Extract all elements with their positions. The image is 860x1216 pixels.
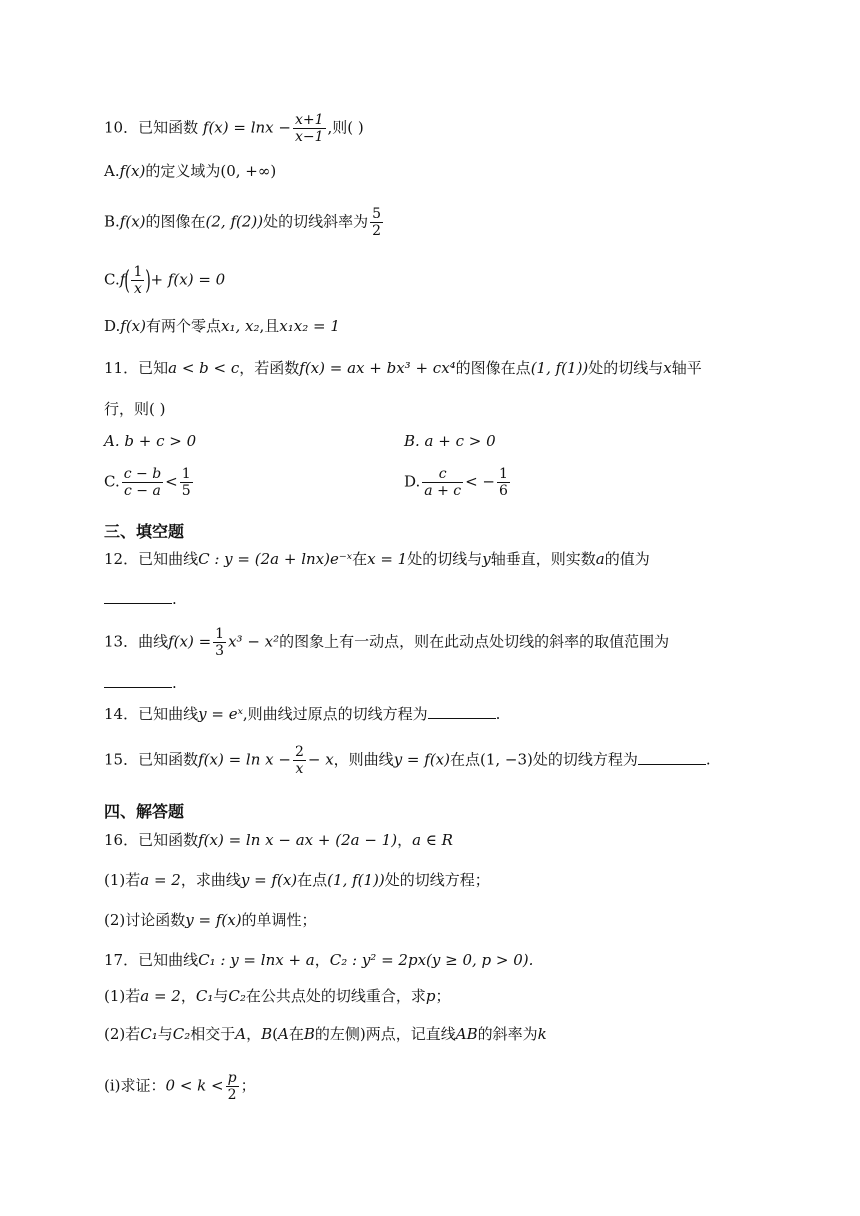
fraction-denominator: c − a	[124, 483, 161, 500]
q13-text: 曲线	[138, 632, 169, 651]
fraction-numerator: 5	[372, 206, 382, 222]
q11-text: 的图像在点	[455, 359, 531, 377]
option-math: x₁, x₂	[221, 317, 260, 335]
fraction-numerator: 1	[215, 626, 225, 642]
q15-math: y = f(x)	[393, 750, 450, 769]
q13-math: x³ − x²	[228, 632, 280, 651]
q10-option-c	[104, 264, 225, 297]
q15-text: ，则曲线	[333, 750, 394, 769]
part-label: (2)讨论函数	[104, 911, 186, 929]
q15-math: f(x) = ln x −	[198, 750, 291, 769]
q11-option-d	[404, 466, 512, 499]
part-text: ，求曲线	[180, 871, 241, 889]
q14-number: 14．	[104, 705, 139, 723]
q16-number: 16．	[104, 831, 139, 849]
q13-answer-line	[104, 676, 177, 691]
part-math: B	[303, 1025, 315, 1043]
part-text: 的斜率为	[477, 1025, 538, 1043]
part-text: 与	[157, 1025, 173, 1043]
part-math: B	[261, 1025, 273, 1043]
part-math: p	[425, 987, 436, 1005]
part-text: 与	[213, 987, 229, 1005]
fraction-numerator: c − b	[123, 466, 162, 482]
q14-text: 已知曲线	[138, 705, 199, 723]
fraction-denominator: 3	[215, 643, 225, 660]
option-math: <	[165, 472, 178, 491]
q12-answer-line	[104, 592, 177, 607]
q12-end: .	[172, 590, 177, 608]
part-math: k	[537, 1025, 547, 1043]
option-label: B.	[104, 212, 120, 231]
answer-blank[interactable]	[428, 717, 496, 719]
q14-end: .	[495, 705, 501, 723]
q11-text: 处的切线与	[588, 359, 664, 377]
option-text: 有两个零点	[145, 317, 221, 335]
part-math: y = f(x)	[240, 871, 298, 889]
q15-end: .	[705, 750, 711, 769]
part-text: ，	[180, 987, 196, 1005]
q10-option-a	[104, 164, 276, 179]
part-math: A	[235, 1025, 247, 1043]
q11-text: 行，则( )	[104, 400, 166, 418]
q16-part-2	[104, 913, 317, 928]
fraction-denominator: a + c	[424, 483, 462, 500]
section-heading-solutions: 四、解答题	[104, 802, 185, 821]
q13-end: .	[172, 674, 177, 692]
option-math: f(x)	[120, 317, 146, 335]
q12-number: 12．	[104, 550, 139, 568]
q15-math: − x	[307, 750, 334, 769]
option-text: 的图像在	[145, 212, 206, 231]
fraction-denominator: 5	[181, 483, 191, 500]
q17-number: 17．	[104, 951, 139, 969]
q12-text: 已知曲线	[138, 550, 199, 568]
option-label: C.	[104, 270, 120, 289]
q16-text: ，	[397, 831, 413, 849]
option-fraction	[122, 466, 163, 499]
part-math: (1, f(1))	[327, 871, 385, 889]
part-fraction	[226, 1070, 239, 1103]
part-math: C₁	[140, 1025, 158, 1043]
option-fraction	[370, 206, 383, 239]
fraction-denominator: 2	[372, 223, 382, 240]
q11-stem	[104, 361, 702, 376]
q10-option-d	[104, 319, 340, 334]
answer-blank[interactable]	[104, 602, 172, 604]
fraction-denominator: 6	[499, 483, 508, 500]
option-fraction	[131, 264, 144, 297]
q15-text: 已知函数	[138, 750, 199, 769]
q17-text: ，	[314, 951, 330, 969]
q15-text: 在点	[449, 750, 480, 769]
right-paren: )	[145, 265, 152, 296]
part-text: ；	[240, 1076, 256, 1095]
q11-math: x	[663, 359, 672, 377]
q11-number: 11．	[104, 359, 139, 377]
fraction-numerator: p	[227, 1070, 237, 1086]
part-math: AB	[455, 1025, 478, 1043]
answer-blank[interactable]	[638, 763, 706, 765]
q11-option-c	[104, 466, 195, 499]
q11-math: (1, f(1))	[530, 359, 589, 377]
part-label: (2)若	[104, 1025, 141, 1043]
part-math: C₁	[195, 987, 214, 1005]
q12-math: x = 1	[367, 550, 408, 568]
option-label: A.	[104, 162, 120, 180]
q12-text: 轴垂直，则实数	[490, 550, 596, 568]
fraction-denominator: 2	[227, 1087, 237, 1104]
fraction-denominator: x	[133, 281, 142, 298]
q13-math: f(x) =	[168, 632, 212, 651]
q10-stem	[104, 112, 364, 145]
part-text: 的左侧)两点，记直线	[314, 1025, 456, 1043]
q10-option-b	[104, 206, 385, 239]
option-fraction	[180, 466, 193, 499]
q17-math: C₁ : y = lnx + a	[198, 951, 315, 969]
option-text: 的定义域为	[145, 162, 221, 180]
option-math: (0, +∞)	[220, 162, 277, 180]
q13-text: 的图象上有一动点，则在此动点处切线的斜率的取值范围为	[279, 632, 670, 651]
q10-fraction-numerator: x+1	[294, 112, 324, 128]
part-text: 在	[288, 1025, 304, 1043]
q12-math: a	[595, 550, 605, 568]
q16-part-1	[104, 873, 490, 888]
part-math: C₂	[172, 1025, 191, 1043]
part-math: 0 < k <	[165, 1076, 224, 1095]
q12-math: y	[482, 550, 491, 568]
part-text: (	[272, 1025, 279, 1043]
part-label: (i)求证：	[104, 1076, 166, 1095]
option-math: f(x)	[119, 212, 146, 231]
q10-number: 10．	[104, 118, 139, 137]
part-text: ；	[435, 987, 451, 1005]
fraction-numerator: 2	[294, 744, 304, 760]
q16-math: f(x) = ln x − ax + (2a − 1)	[198, 831, 398, 849]
part-text: 在点	[297, 871, 328, 889]
q15-fraction	[293, 744, 306, 777]
left-paren: (	[124, 265, 131, 296]
part-text: 处的切线方程；	[384, 871, 490, 889]
part-text: 相交于	[190, 1025, 236, 1043]
q15-stem	[104, 744, 711, 777]
q17-part-1	[104, 989, 451, 1004]
q14-text: ,则曲线过原点的切线方程为	[242, 705, 428, 723]
q11-math: a < b < c	[168, 359, 240, 377]
q12-math: C : y = (2a + lnx)e⁻ˣ	[198, 550, 353, 568]
q11-text: 已知	[138, 359, 169, 377]
option-fraction	[422, 466, 463, 499]
section-heading-fill-in: 三、填空题	[104, 522, 185, 541]
part-math: y = f(x)	[185, 911, 242, 929]
answer-blank[interactable]	[104, 686, 172, 688]
option-label: C.	[104, 472, 120, 491]
fraction-numerator: c	[422, 466, 463, 483]
q15-number: 15．	[104, 750, 139, 769]
q12-text: 处的切线与	[407, 550, 483, 568]
fraction-denominator: x	[295, 761, 304, 778]
part-math: C₂	[228, 987, 246, 1005]
option-math: + f(x) = 0	[150, 270, 226, 289]
part-label: (1)若	[104, 987, 141, 1005]
option-math: x₁x₂ = 1	[279, 317, 340, 335]
option-text: ,且	[259, 317, 280, 335]
q15-text: 处的切线方程为	[532, 750, 638, 769]
part-text: 在公共点处的切线重合，求	[245, 987, 426, 1005]
q12-text: 在	[352, 550, 368, 568]
q17-part-2	[104, 1027, 547, 1042]
q11-option-a: A. b + c > 0	[104, 432, 197, 450]
q10-function: f(x) = lnx −	[202, 118, 291, 137]
option-label: D.	[104, 317, 121, 335]
q11-stem-cont	[104, 402, 165, 417]
q17-math: C₂ : y² = 2px(y ≥ 0, p > 0).	[329, 951, 534, 969]
q17-stem	[104, 953, 533, 968]
part-text: ，	[246, 1025, 262, 1043]
part-text: 的单调性；	[241, 911, 317, 929]
option-math: f(x)	[119, 162, 146, 180]
q14-math: y = eˣ	[198, 705, 243, 723]
q11-option-b: B. a + c > 0	[404, 432, 496, 450]
q10-fraction-denominator: x−1	[294, 129, 324, 146]
fraction-numerator: 1	[181, 466, 191, 482]
option-text: 处的切线斜率为	[263, 212, 369, 231]
q14-stem	[104, 707, 500, 722]
part-label: (1)若	[104, 871, 141, 889]
option-fraction	[497, 466, 510, 499]
q15-math: (1, −3)	[480, 750, 533, 769]
q12-stem	[104, 552, 650, 567]
q16-text: 已知函数	[138, 831, 199, 849]
q10-fraction	[293, 112, 326, 145]
q17-text: 已知曲线	[138, 951, 199, 969]
q13-fraction	[213, 626, 226, 659]
option-math: < −	[465, 472, 495, 491]
q11-text: ，若函数	[239, 359, 300, 377]
part-math: A	[278, 1025, 289, 1043]
q12-text: 的值为	[604, 550, 650, 568]
option-label: D.	[404, 472, 421, 491]
q11-text: 轴平	[671, 359, 702, 377]
q10-tail: ,则( )	[327, 118, 364, 137]
fraction-numerator: 1	[133, 264, 143, 280]
q11-math: f(x) = ax + bx³ + cx⁴	[299, 359, 456, 377]
q16-math: a ∈ R	[412, 831, 453, 849]
q16-stem	[104, 833, 453, 848]
option-math: f	[119, 270, 126, 289]
q13-stem	[104, 626, 669, 659]
part-math: a = 2	[140, 987, 181, 1005]
q13-number: 13．	[104, 632, 139, 651]
q10-text: 已知函数	[138, 118, 199, 137]
option-math: (2, f(2))	[205, 212, 264, 231]
q17-part-2-i	[104, 1070, 256, 1103]
part-math: a = 2	[140, 871, 181, 889]
fraction-numerator: 1	[499, 466, 508, 482]
